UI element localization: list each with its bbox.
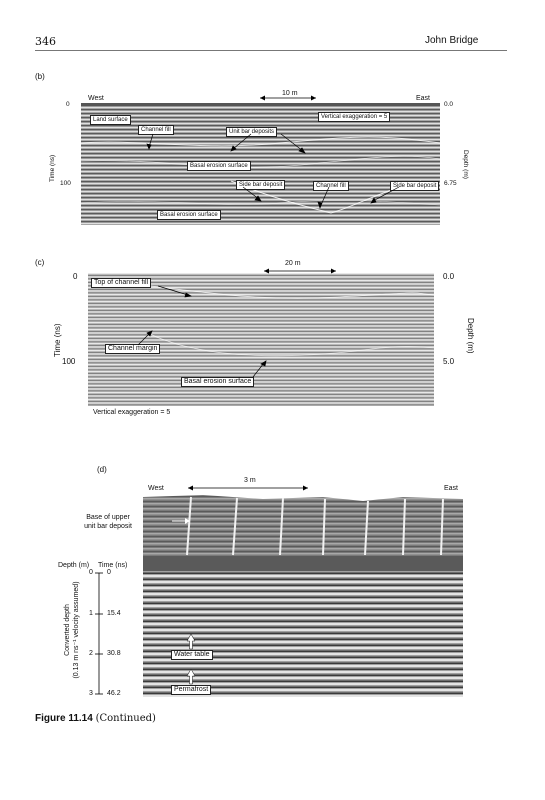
panel-c-right-axis-title: Depth (m) [466, 318, 475, 354]
panel-b-left-tick-0: 0 [66, 101, 70, 108]
panel-d-time-header: Time (ns) [98, 562, 128, 569]
panel-b-channel-fill-1: Channel fill [138, 125, 174, 135]
panel-b-label: (b) [35, 72, 45, 81]
panel-c-basal-erosion-surface: Basal erosion surface [181, 377, 254, 387]
figure-caption [35, 713, 156, 724]
running-head-author: John Bridge [425, 35, 479, 46]
panel-d-water-table: Water table [171, 650, 213, 660]
panel-d-depth-axis [92, 570, 106, 698]
panel-b-arrows [81, 103, 440, 225]
panel-c-left-tick-0: 0 [73, 272, 78, 281]
panel-d-time-tick-30: 30.8 [107, 650, 121, 657]
panel-d-label: (d) [97, 465, 107, 474]
panel-b-vertical-exaggeration: Vertical exaggeration = 5 [318, 112, 390, 122]
panel-d-depth-tick-2: 2 [89, 650, 93, 657]
panel-d-permafrost: Permafrost [171, 685, 211, 695]
panel-d-time-tick-15: 15.4 [107, 610, 121, 617]
panel-d-depth-tick-3: 3 [89, 690, 93, 697]
figure-caption-text: (Continued) [95, 713, 156, 724]
panel-d-west: West [148, 485, 164, 492]
figure-number: Figure 11.14 [35, 713, 93, 724]
panel-d-scale: 3 m [244, 477, 256, 484]
panel-d-time-tick-0: 0 [107, 569, 111, 576]
panel-c-vertical-exaggeration: Vertical exaggeration = 5 [93, 409, 171, 416]
panel-d-depth-header: Depth (m) [58, 562, 90, 569]
panel-c-label: (c) [35, 258, 45, 267]
panel-d-base-arrow [170, 516, 192, 526]
panel-b-scale-arrow [258, 94, 318, 102]
panel-b-west: West [88, 95, 104, 102]
panel-d-converted-depth-title: Converted depth (0.13 m ns⁻¹ velocity assumed) [64, 581, 80, 679]
panel-d-east: East [444, 485, 459, 492]
panel-b-right-tick-675: 6.75 [444, 180, 457, 187]
panel-c-top-of-channel-fill: Top of channel fill [91, 278, 151, 288]
panel-d-base-label: Base of upper unit bar deposit [84, 514, 132, 530]
panel-c-left-axis-title: Time (ns) [53, 323, 62, 357]
panel-b-right-axis-title: Depth (m) [462, 150, 469, 179]
panel-d-scale-arrow [186, 484, 310, 492]
panel-d-time-tick-46: 46.2 [107, 690, 121, 697]
panel-b-right-tick-0: 0.0 [444, 101, 454, 108]
panel-c-right-tick-0: 0.0 [443, 272, 455, 281]
panel-d-depth-tick-0: 0 [89, 569, 93, 576]
panel-c-left-tick-100: 100 [62, 357, 76, 366]
panel-c-scale: 20 m [285, 260, 301, 267]
page-number: 346 [35, 35, 56, 48]
panel-b-side-bar-deposit-1: Side bar deposit [236, 180, 285, 190]
panel-b-land-surface: Land surface [90, 115, 131, 125]
panel-b-unit-bar-deposits: Unit bar deposits [226, 127, 277, 137]
panel-c-right-tick-5: 5.0 [443, 357, 455, 366]
panel-b-left-axis-title: Time (ns) [49, 154, 56, 182]
panel-c-arrows [88, 273, 434, 406]
panel-b-basal-erosion-1: Basal erosion surface [187, 161, 251, 171]
panel-b-left-tick-100: 100 [60, 180, 71, 187]
panel-d-depth-tick-1: 1 [89, 610, 93, 617]
panel-b-side-bar-deposit-2: Side bar deposit [390, 181, 439, 191]
panel-d-label-arrows [185, 633, 197, 685]
panel-b-basal-erosion-2: Basal erosion surface [157, 210, 221, 220]
panel-c-channel-margin: Channel margin [105, 344, 160, 354]
header-rule [35, 50, 507, 51]
panel-b-scale: 10 m [282, 90, 298, 97]
panel-b-channel-fill-2: Channel fill [313, 181, 349, 191]
panel-b-east: East [416, 95, 431, 102]
